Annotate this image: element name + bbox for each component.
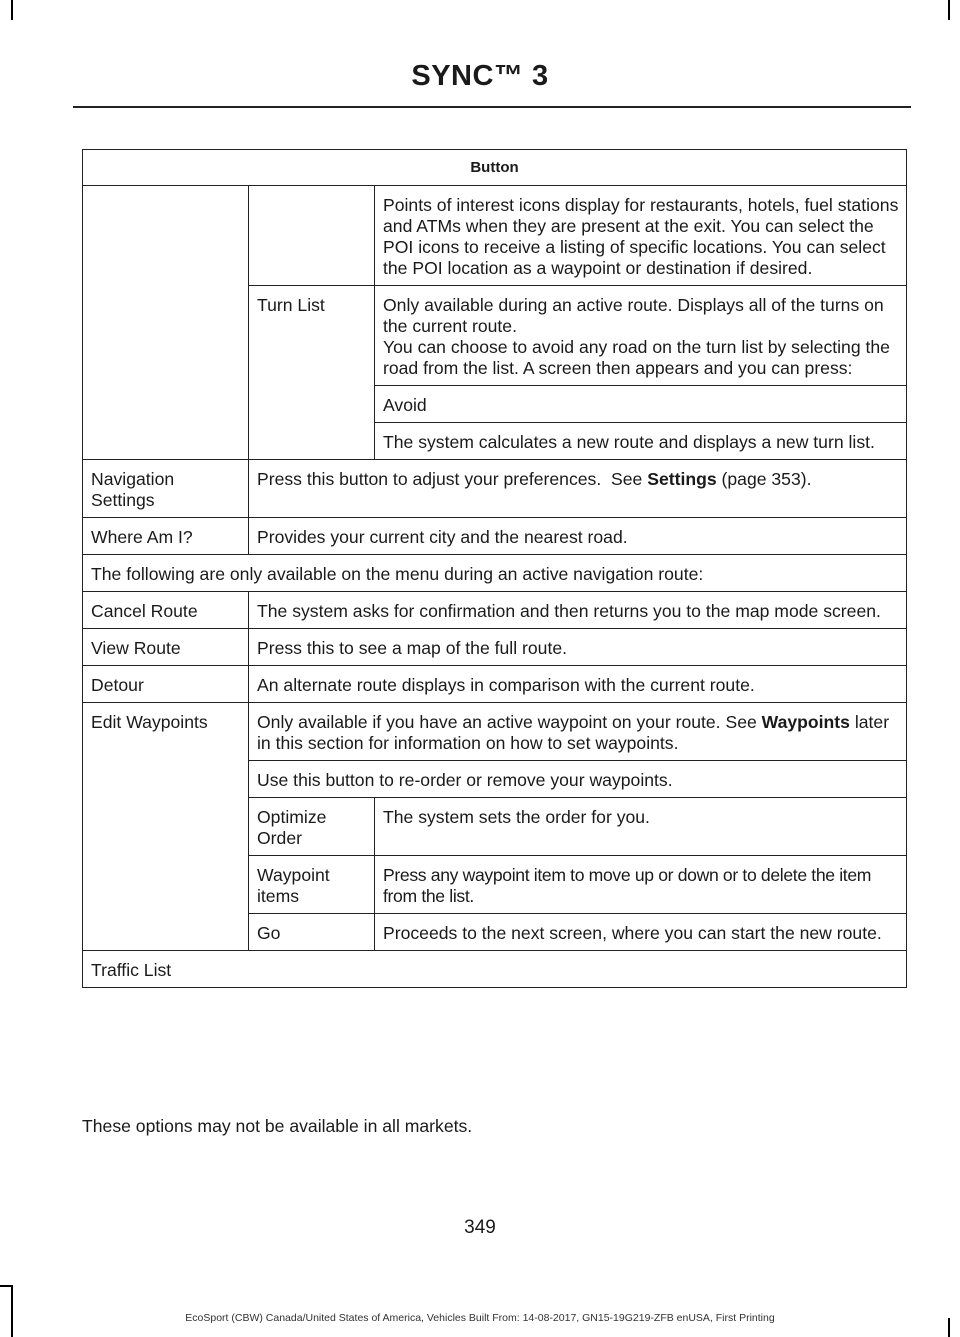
nav-settings-page-ref: (page 353).	[716, 469, 812, 489]
edit-waypoints-text: Only available if you have an active waypoint on your route. See	[257, 712, 762, 732]
waypoint-items-label: Waypoint items	[249, 856, 375, 914]
traffic-list-label: Traffic List	[83, 951, 907, 988]
nav-settings-text: Press this button to adjust your preferences. See	[257, 469, 648, 489]
table-header-row	[83, 150, 907, 186]
page-title: SYNC™ 3	[411, 60, 549, 92]
page-number: 349	[464, 1217, 496, 1238]
edit-waypoints-use: Use this button to re-order or remove your waypoints.	[249, 761, 907, 798]
footer-text: EcoSport (CBW) Canada/United States of America, Vehicles Built From: 14-08-2017, GN15-19G219-ZFB enUSA, First Printing	[185, 1312, 775, 1324]
active-route-note: The following are only available on the menu during an active navigation route:	[83, 555, 907, 592]
table-row	[83, 186, 907, 286]
where-am-i-label: Where Am I?	[83, 518, 249, 555]
go-description: Proceeds to the next screen, where you can start the new route.	[375, 914, 907, 951]
table-row	[83, 555, 907, 592]
header-divider	[73, 106, 911, 108]
crop-mark-bottom-left-v	[11, 1285, 13, 1337]
nav-settings-description	[249, 460, 907, 518]
settings-link[interactable]: Settings	[647, 469, 717, 489]
poi-description: Points of interest icons display for restaurants, hotels, fuel stations and ATMs when they are present at the exit. You can select the POI icons to receive a listing of specific locations. You can select the POI location as a waypoint or destination if desired.	[375, 186, 907, 286]
button-table	[82, 149, 907, 988]
edit-waypoints-text-after: later in this section for information on how to set waypoints.	[257, 712, 890, 753]
cancel-route-label: Cancel Route	[83, 592, 249, 629]
table-row	[83, 666, 907, 703]
crop-mark-top-left-v	[11, 0, 13, 20]
waypoints-link[interactable]: Waypoints	[761, 712, 850, 732]
nav-settings-label: Navigation Settings	[83, 460, 249, 518]
view-route-description: Press this to see a map of the full route.	[249, 629, 907, 666]
optimize-order-description: The system sets the order for you.	[375, 798, 907, 856]
go-label: Go	[249, 914, 375, 951]
turn-list-label: Turn List	[249, 286, 375, 460]
crop-mark-bottom-left-h	[0, 1285, 13, 1287]
turn-list-description	[375, 286, 907, 386]
edit-waypoints-label: Edit Waypoints	[83, 703, 249, 951]
cancel-route-description: The system asks for confirmation and then returns you to the map mode screen.	[249, 592, 907, 629]
table-row	[83, 592, 907, 629]
table-cell-empty	[249, 186, 375, 286]
availability-note: These options may not be available in all markets.	[82, 1116, 473, 1136]
where-am-i-description: Provides your current city and the nearest road.	[249, 518, 907, 555]
waypoint-items-description: Press any waypoint item to move up or down or to delete the item from the list.	[375, 856, 907, 914]
table-cell-empty	[83, 186, 249, 460]
detour-description: An alternate route displays in comparison with the current route.	[249, 666, 907, 703]
edit-waypoints-description	[249, 703, 907, 761]
table-row	[83, 703, 907, 761]
table-row	[83, 518, 907, 555]
optimize-order-label: Optimize Order	[249, 798, 375, 856]
crop-mark-top-right-v	[948, 0, 950, 20]
view-route-label: View Route	[83, 629, 249, 666]
table-row	[83, 629, 907, 666]
table-header: Button	[83, 150, 907, 186]
detour-label: Detour	[83, 666, 249, 703]
table-row	[83, 460, 907, 518]
turn-list-desc-2: You can choose to avoid any road on the turn list by selecting the road from the list. A screen then appears and you can press:	[383, 337, 890, 378]
turn-list-desc-1: Only available during an active route. Displays all of the turns on the current route.	[383, 295, 884, 336]
avoid-label: Avoid	[375, 386, 907, 423]
table-row	[83, 951, 907, 988]
avoid-description: The system calculates a new route and displays a new turn list.	[375, 423, 907, 460]
